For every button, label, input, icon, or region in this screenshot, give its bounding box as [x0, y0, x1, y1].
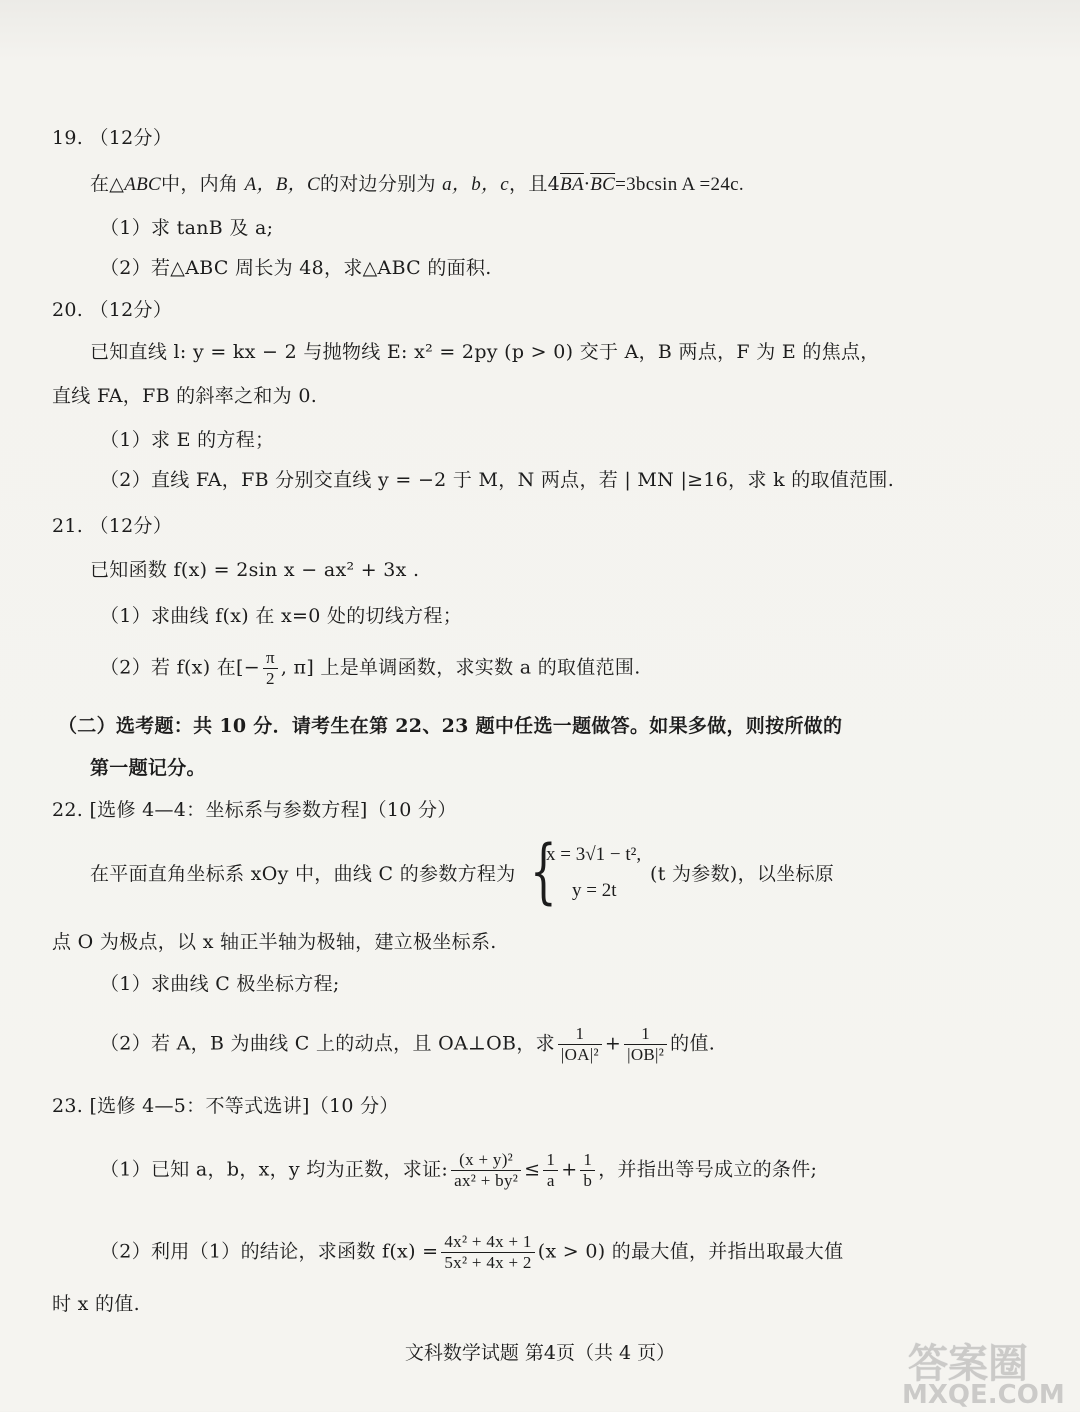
q21-heading: 21. （12分） — [52, 515, 173, 537]
q19-part1: （1）求 tanB 及 a; — [100, 217, 274, 239]
q22-heading: 22. [选修 4—4：坐标系与参数方程]（10 分） — [52, 799, 457, 821]
fraction-1-over-a: $\frac{1}{a}$ — [543, 1150, 558, 1191]
q21-line1: 已知函数 f(x) = 2sin x − ax² + 3x . — [90, 559, 420, 581]
q23-heading: 23. [选修 4—5：不等式选讲]（10 分） — [52, 1095, 399, 1117]
watermark-logo — [898, 1332, 1078, 1412]
q22-line2: 点 O 为极点，以 x 轴正半轴为极轴，建立极坐标系. — [52, 931, 497, 953]
q19-heading: 19. （12分） — [52, 127, 173, 149]
fraction-1-over-ob2: $\frac{1}{\text{|OB|²}}$ — [624, 1024, 667, 1065]
q20-part1: （1）求 E 的方程； — [100, 429, 275, 451]
watermark-logo-text: 答案圈 — [908, 1341, 1028, 1387]
section2-line2: 第一题记分。 — [90, 757, 206, 779]
fraction-pi-over-2: $\frac{\pi}{2}$ — [263, 648, 278, 689]
param-x: x = 3√1 − t², — [546, 844, 642, 865]
q21-part2: （2）若 f(x) 在[− $\frac{\pi}{2}$ , π] 上是单调函数，求实数 a 的取值范围. — [100, 648, 641, 688]
q22-part1: （1）求曲线 C 极坐标方程; — [100, 973, 340, 995]
q20-line1: 已知直线 l: y = kx − 2 与抛物线 E: x² = 2py (p > 0) 交于 A，B 两点，F 为 E 的焦点， — [90, 341, 880, 363]
q21-part1: （1）求曲线 f(x) 在 x=0 处的切线方程； — [100, 605, 463, 627]
q23-line3: 时 x 的值. — [52, 1293, 140, 1315]
q23-part2: （2）利用（1）的结论，求函数 f(x) = $\frac{\text{4x² + 4x + 1}}{\text{5x² + 4x + 2}}$ (x > 0) 的最大值，并指出取最大值 — [100, 1232, 844, 1272]
fraction-1-over-oa2: $\frac{1}{\text{|OA|²}}$ — [558, 1024, 602, 1065]
section2-line1: （二）选考题：共 10 分．请考生在第 22、23 题中任选一题做答。如果多做，则按所做的 — [58, 715, 843, 737]
q20-line2: 直线 FA，FB 的斜率之和为 0. — [52, 385, 318, 407]
watermark-url: MXQE.COM — [902, 1380, 1065, 1410]
fraction-function: $\frac{\text{4x² + 4x + 1}}{\text{5x² + 4x + 2}}$ — [441, 1232, 534, 1273]
q19-stem: 在△ABC中，内角 A，B，C的对边分别为 a，b，c，且$4\overline{BA}\cdot\overline{BC}=3bcsin$ A =24c. — [90, 173, 744, 195]
q22-line1a: 在平面直角坐标系 xOy 中，曲线 C 的参数方程为 — [90, 863, 516, 885]
q22-part2: （2）若 A，B 为曲线 C 上的动点，且 OA⊥OB，求 $\frac{1}{\text{|OA|²}}$ + $\frac{1}{\text{|OB|²}}$ 的值. — [100, 1024, 716, 1064]
q23-part1: （1）已知 a，b，x，y 均为正数，求证: $\frac{\text{(x + y)²}}{\text{ax² + by²}}$ ≤ $\frac{1}{a}$ + $\frac{1}{b}$ ，并指出等号成立的条件; — [100, 1150, 818, 1190]
page-footer: 文科数学试题 第4页（共 4 页） — [404, 1342, 676, 1364]
parametric-system — [530, 830, 670, 912]
vector-ba: $\overline{BA}$ — [560, 174, 584, 195]
fraction-inequality-lhs: $\frac{\text{(x + y)²}}{\text{ax² + by²}}$ — [451, 1150, 521, 1191]
fraction-1-over-b: $\frac{1}{b}$ — [580, 1150, 595, 1191]
q20-heading: 20. （12分） — [52, 299, 173, 321]
q19-part2: （2）若△ABC 周长为 48，求△ABC 的面积. — [100, 257, 492, 279]
q20-part2: （2）直线 FA，FB 分别交直线 y = −2 于 M，N 两点，若 | MN |≥16，求 k 的取值范围. — [100, 469, 895, 491]
vector-bc: $\overline{BC}$ — [590, 174, 616, 195]
left-brace-icon: { — [530, 830, 557, 912]
param-y: y = 2t — [572, 880, 617, 901]
q22-line1b: (t 为参数)，以坐标原 — [650, 863, 835, 885]
